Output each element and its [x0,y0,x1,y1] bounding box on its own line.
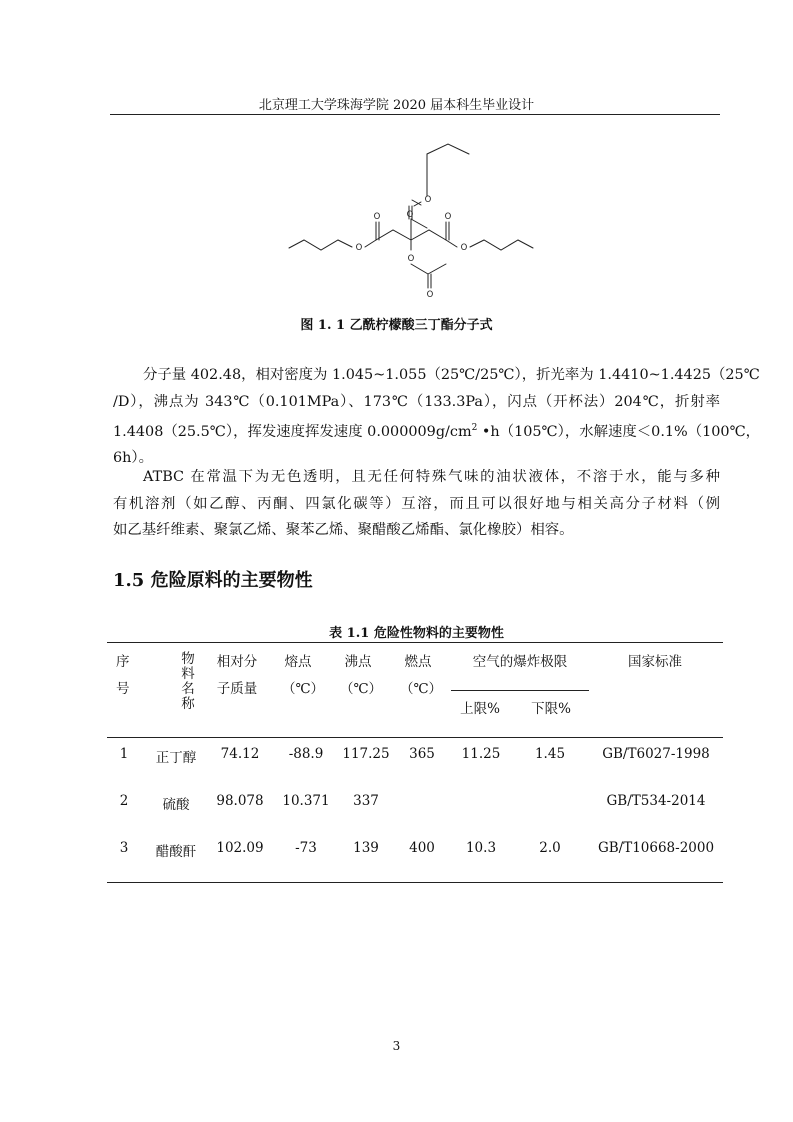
header-bp: 沸点 [344,654,372,670]
section-heading: 1.5 危险原料的主要物性 [113,570,313,591]
table-bottom-rule [107,882,723,883]
header-seq: 序 [116,654,130,670]
header-name-char: 名 [181,681,195,697]
cell-mw: 98.078 [216,793,264,809]
header-standard: 国家标准 [628,654,682,670]
figure-caption: 图 1. 1 乙酰柠檬酸三丁酯分子式 [300,318,493,333]
cell-mp: -88.9 [288,746,324,762]
paragraph-line: 6h）。 [113,450,154,467]
header-seq: 号 [116,681,130,697]
header-mw: 子质量 [216,681,258,697]
header-mp: 熔点 [284,654,312,670]
header-fp: 燃点 [404,654,432,670]
cell-bp: 337 [353,793,379,809]
header-bp: （℃） [339,681,383,697]
header-name-char: 物 [181,651,195,667]
cell-mw: 74.12 [220,746,260,762]
oxygen-label: O [426,290,434,300]
oxygen-label: O [406,210,414,220]
paragraph-line-text: •h（105℃），水解速度＜0.1%（100℃， [477,423,761,440]
cell-standard: GB/T534-2014 [606,793,706,809]
oxygen-label: O [355,243,363,253]
oxygen-label: O [424,195,432,205]
body-paragraph [113,362,761,472]
header-mp: （℃） [281,681,325,697]
oxygen-label: O [460,243,468,253]
cell-upper: 10.3 [465,840,497,856]
cell-name: 醋酸酐 [155,844,197,860]
cell-bp: 139 [353,840,379,856]
cell-name: 硫酸 [162,797,190,813]
paragraph-line: 如乙基纤维素、聚氯乙烯、聚苯乙烯、聚醋酸乙烯酯、氯化橡胶）相容。 [113,522,574,538]
cell-mp: -73 [295,840,317,856]
cell-fp: 400 [409,840,435,856]
table-header-rule [107,737,723,738]
cell-name: 正丁醇 [155,750,197,766]
oxygen-label: O [407,254,415,264]
cell-mp: 10.371 [282,793,330,809]
paragraph-line-text: 1.4408（25.5℃），挥发速度挥发速度 0.000009g/cm [113,423,472,440]
paragraph-line [113,415,761,445]
molecule-structure-figure [280,140,540,302]
page-number: 3 [392,1039,401,1053]
cell-standard: GB/T6027-1998 [602,746,710,762]
body-paragraph [113,464,720,544]
paragraph-line: /D），沸点为 343℃（0.101MPa）、173℃（133.3Pa），闪点（开杯法）204℃，折射率 [113,393,720,410]
cell-bp: 117.25 [342,746,390,762]
oxygen-label: O [444,212,452,222]
cell-seq: 2 [119,793,129,809]
cell-seq: 1 [119,746,129,762]
running-header: 北京理工大学珠海学院 2020 届本科生毕业设计 [258,98,535,113]
header-mw: 相对分 [216,654,258,670]
table-top-rule [107,642,723,643]
header-lower-limit: 下限% [531,701,571,717]
cell-fp: 365 [409,746,435,762]
cell-seq: 3 [119,840,129,856]
cell-upper: 11.25 [461,746,501,762]
header-upper-limit: 上限% [460,701,500,717]
superscript-exponent: 2 [471,423,478,433]
cell-standard: GB/T10668-2000 [597,840,715,856]
header-explosion-limit: 空气的爆炸极限 [472,654,568,670]
paragraph-line: 分子量 402.48，相对密度为 1.045~1.055（25℃/25℃），折光率为 1.4410~1.4425（25℃ [143,367,760,383]
header-rule [110,114,720,115]
explosion-limit-subrule [451,690,589,691]
header-name [181,652,195,712]
oxygen-label: O [373,212,381,222]
cell-lower: 1.45 [534,746,566,762]
header-fp: （℃） [399,681,443,697]
header-name-char: 称 [181,696,195,712]
paragraph-line: 有机溶剂（如乙醇、丙酮、四氯化碳等）互溶，而且可以很好地与相关高分子材料（例 [113,495,720,512]
table-caption: 表 1.1 危险性物料的主要物性 [329,626,504,641]
cell-lower: 2.0 [539,840,561,856]
header-name-char: 料 [181,666,195,682]
cell-mw: 102.09 [216,840,264,856]
paragraph-line: ATBC 在常温下为无色透明，且无任何特殊气味的油状液体，不溶于水，能与多种 [143,469,720,485]
